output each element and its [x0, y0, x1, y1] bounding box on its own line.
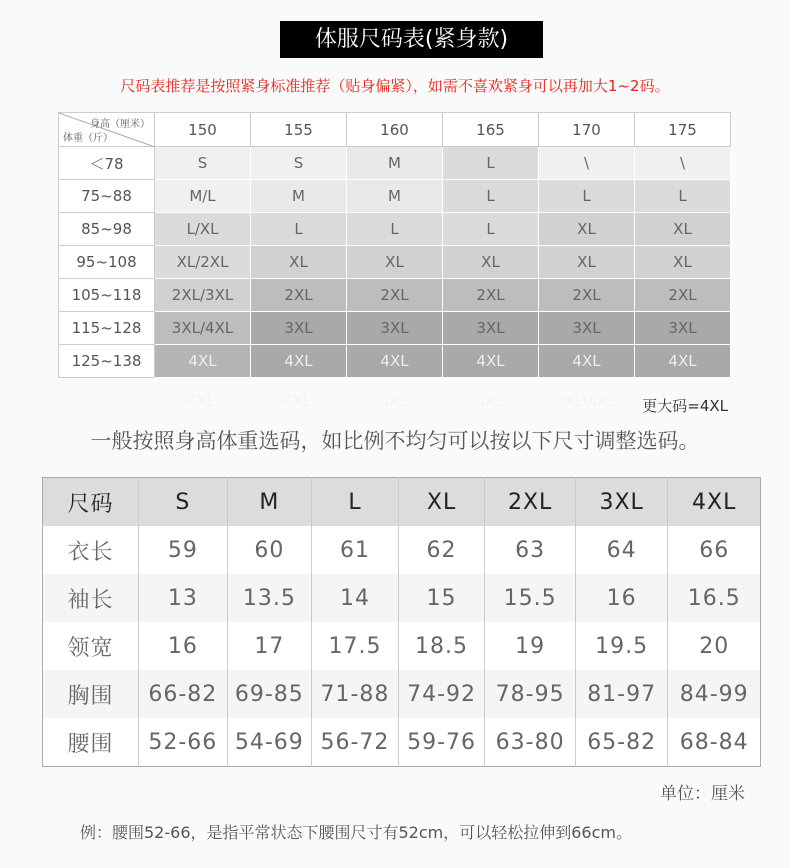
size-cell: 4XL: [347, 345, 443, 378]
size-cell: \: [635, 147, 731, 180]
size-cell: S: [155, 147, 251, 180]
page-title: 体服尺码表(紧身款): [280, 21, 543, 58]
value-cell: 16: [575, 574, 668, 622]
header-cell: 3XL: [575, 478, 668, 527]
value-cell: 66-82: [139, 670, 227, 718]
example-note: 例：腰围52-66，是指平常状态下腰围尺寸有52cm，可以轻松拉伸到66cm。: [80, 823, 632, 842]
height-header: 165: [443, 113, 539, 147]
ghost-text: 4XL: [187, 392, 216, 410]
value-cell: 71-88: [312, 670, 399, 718]
size-cell: XL/2XL: [155, 246, 251, 279]
header-cell: 尺码: [43, 478, 139, 527]
size-cell: \: [539, 147, 635, 180]
larger-size-note: 更大码=4XL: [642, 397, 728, 415]
value-cell: 63-80: [485, 718, 576, 767]
value-cell: 13: [139, 574, 227, 622]
weight-cell: ＜78: [59, 147, 155, 180]
value-cell: 64: [575, 526, 668, 574]
size-cell: XL: [347, 246, 443, 279]
value-cell: 59: [139, 526, 227, 574]
value-cell: 15: [398, 574, 485, 622]
size-cell: L: [251, 213, 347, 246]
size-cell: XL: [635, 213, 731, 246]
value-cell: 16.5: [668, 574, 761, 622]
size-cell: 2XL/3XL: [155, 279, 251, 312]
value-cell: 17.5: [312, 622, 399, 670]
value-cell: 15.5: [485, 574, 576, 622]
value-cell: 74-92: [398, 670, 485, 718]
height-header: 170: [539, 113, 635, 147]
height-weight-size-table: [58, 112, 731, 378]
value-cell: 69-85: [227, 670, 312, 718]
ghost-text: 4XL: [283, 392, 312, 410]
size-cell: 4XL: [155, 345, 251, 378]
size-cell: 4XL: [635, 345, 731, 378]
weight-cell: 125~138: [59, 345, 155, 378]
size-cell: L: [347, 213, 443, 246]
recommendation-note: 尺码表推荐是按照紧身标准推荐（贴身偏紧），如需不喜欢紧身可以再加大1~2码。: [120, 77, 670, 95]
value-cell: 63: [485, 526, 576, 574]
table-row: [43, 718, 761, 767]
size-cell: 3XL: [539, 312, 635, 345]
size-cell: M/L: [155, 180, 251, 213]
size-cell: M: [347, 180, 443, 213]
size-cell: L: [539, 180, 635, 213]
table-row: [43, 574, 761, 622]
value-cell: 13.5: [227, 574, 312, 622]
ghost-text: 4XL: [380, 392, 409, 410]
header-cell: L: [312, 478, 399, 527]
size-cell: S: [251, 147, 347, 180]
value-cell: 78-95: [485, 670, 576, 718]
value-cell: 84-99: [668, 670, 761, 718]
table-row: [59, 279, 731, 312]
size-cell: 2XL: [635, 279, 731, 312]
size-cell: 3XL/4XL: [155, 312, 251, 345]
size-cell: L: [443, 180, 539, 213]
weight-cell: 105~118: [59, 279, 155, 312]
size-cell: 3XL: [443, 312, 539, 345]
row-label: 衣长: [43, 526, 139, 574]
table-row: [59, 345, 731, 378]
value-cell: 18.5: [398, 622, 485, 670]
size-header-row: [43, 478, 761, 527]
size-cell: XL: [443, 246, 539, 279]
value-cell: 20: [668, 622, 761, 670]
height-header: 155: [251, 113, 347, 147]
value-cell: 81-97: [575, 670, 668, 718]
size-cell: 3XL: [635, 312, 731, 345]
value-cell: 19.5: [575, 622, 668, 670]
height-header: 150: [155, 113, 251, 147]
table-row: [59, 147, 731, 180]
row-label: 袖长: [43, 574, 139, 622]
size-cell: 2XL: [539, 279, 635, 312]
table-row: [43, 670, 761, 718]
size-cell: L: [443, 213, 539, 246]
size-cell: 3XL: [251, 312, 347, 345]
weight-cell: 75~88: [59, 180, 155, 213]
size-cell: XL: [539, 213, 635, 246]
table-row: [59, 246, 731, 279]
header-cell: S: [139, 478, 227, 527]
ghost-text: 3XL\4XL: [555, 392, 617, 410]
size-cell: XL: [539, 246, 635, 279]
measurement-table: [42, 477, 761, 767]
value-cell: 68-84: [668, 718, 761, 767]
size-cell: L/XL: [155, 213, 251, 246]
selection-guide-text: 一般按照身高体重选码，如比例不均匀可以按以下尺寸调整选码。: [90, 429, 700, 453]
table-corner-cell: [59, 113, 155, 147]
header-cell: XL: [398, 478, 485, 527]
value-cell: 65-82: [575, 718, 668, 767]
header-cell: 2XL: [485, 478, 576, 527]
height-header: 175: [635, 113, 731, 147]
height-header: 160: [347, 113, 443, 147]
size-cell: L: [635, 180, 731, 213]
value-cell: 52-66: [139, 718, 227, 767]
value-cell: 17: [227, 622, 312, 670]
value-cell: 16: [139, 622, 227, 670]
header-cell: M: [227, 478, 312, 527]
size-cell: M: [251, 180, 347, 213]
value-cell: 56-72: [312, 718, 399, 767]
value-cell: 66: [668, 526, 761, 574]
table-row: [59, 180, 731, 213]
value-cell: 59-76: [398, 718, 485, 767]
table-row: [59, 213, 731, 246]
header-cell: 4XL: [668, 478, 761, 527]
size-cell: L: [443, 147, 539, 180]
row-label: 胸围: [43, 670, 139, 718]
value-cell: 19: [485, 622, 576, 670]
size-cell: 3XL: [347, 312, 443, 345]
weight-cell: 85~98: [59, 213, 155, 246]
value-cell: 61: [312, 526, 399, 574]
size-cell: XL: [635, 246, 731, 279]
table-row: [59, 312, 731, 345]
ghost-text: 4XL: [476, 392, 505, 410]
value-cell: 14: [312, 574, 399, 622]
row-label: 腰围: [43, 718, 139, 767]
value-cell: 62: [398, 526, 485, 574]
size-cell: 4XL: [443, 345, 539, 378]
size-cell: 4XL: [251, 345, 347, 378]
height-header-row: [59, 113, 731, 147]
unit-label: 单位：厘米: [660, 784, 745, 804]
size-cell: M: [347, 147, 443, 180]
size-cell: 4XL: [539, 345, 635, 378]
height-axis-label: 身高（厘米）: [90, 119, 150, 130]
size-cell: XL: [251, 246, 347, 279]
table-row: [43, 622, 761, 670]
size-cell: 2XL: [347, 279, 443, 312]
size-cell: 2XL: [443, 279, 539, 312]
value-cell: 54-69: [227, 718, 312, 767]
value-cell: 60: [227, 526, 312, 574]
weight-cell: 95~108: [59, 246, 155, 279]
weight-axis-label: 体重（斤）: [63, 133, 113, 144]
table-row: [43, 526, 761, 574]
row-label: 领宽: [43, 622, 139, 670]
size-cell: 2XL: [251, 279, 347, 312]
weight-cell: 115~128: [59, 312, 155, 345]
